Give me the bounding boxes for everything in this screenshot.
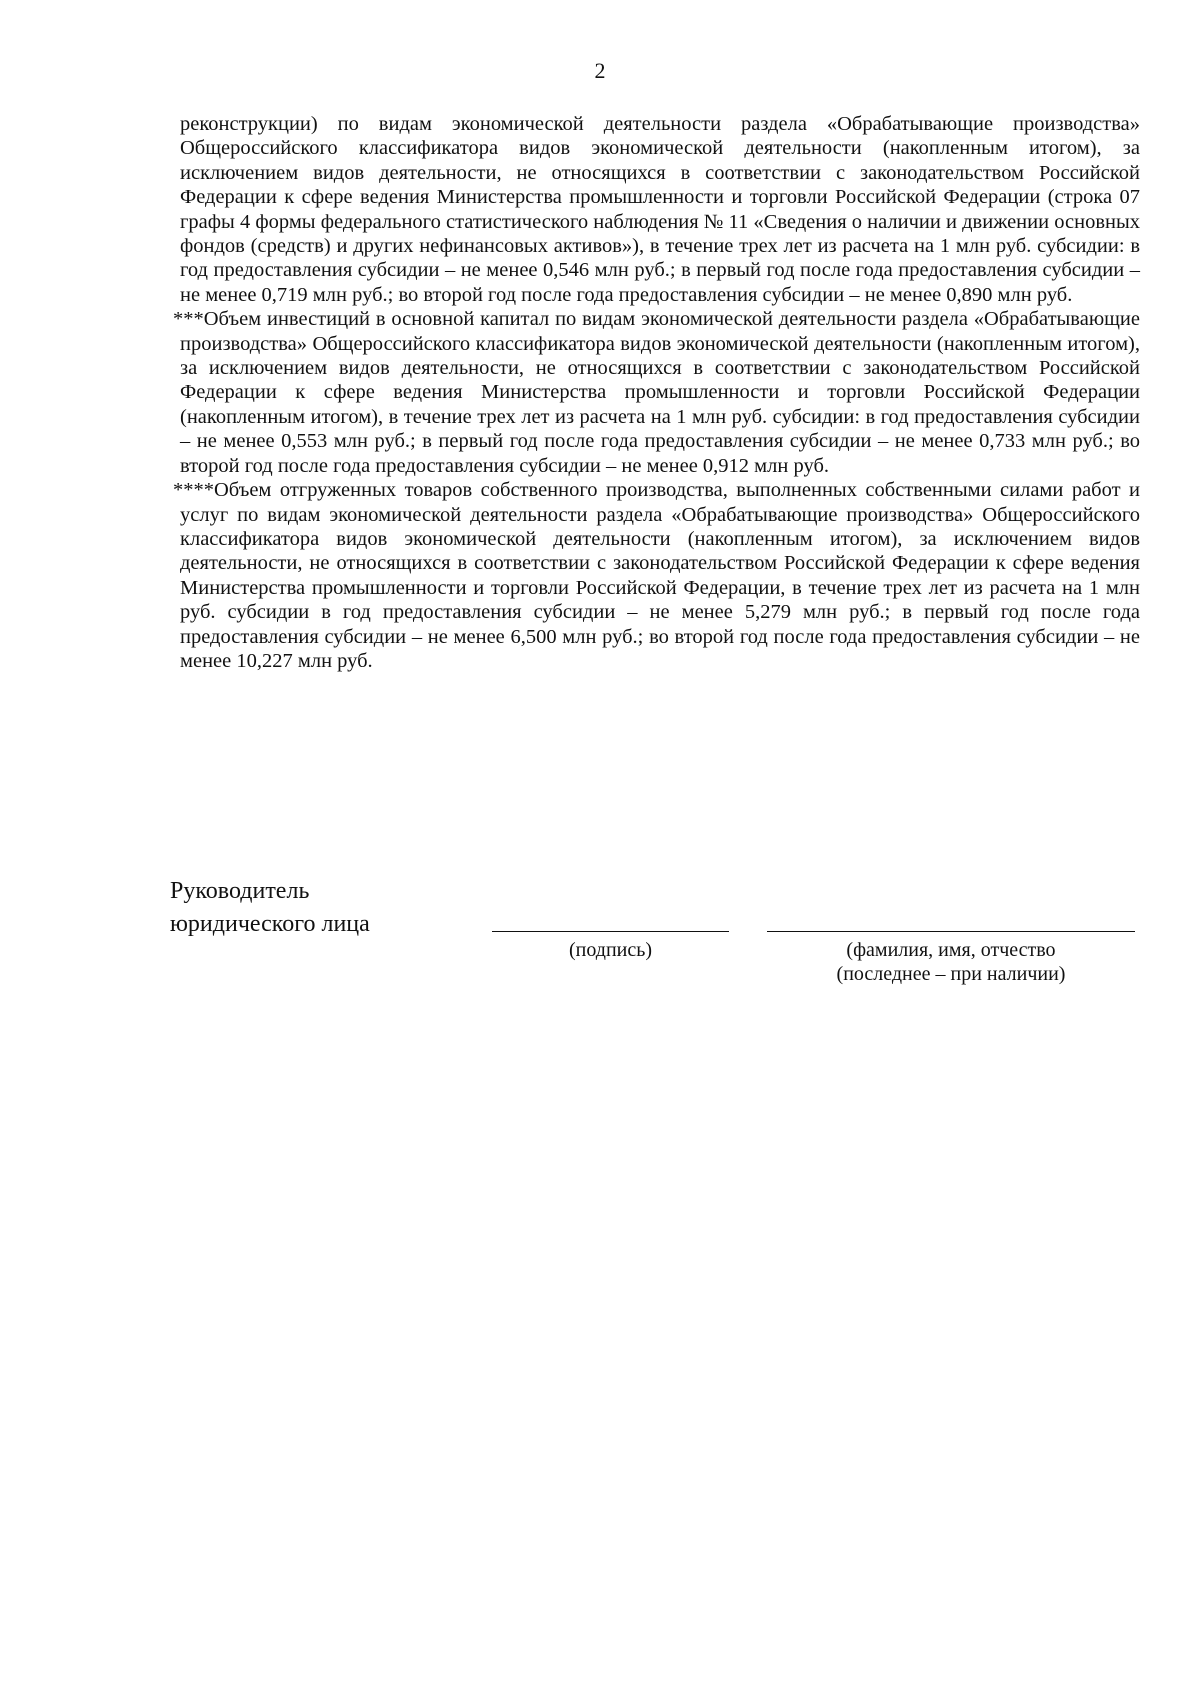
document-body [173,112,1140,673]
name-caption [767,938,1135,986]
signatory-title-line1: Руководитель [170,878,310,904]
name-caption-line1: (фамилия, имя, отчество [846,939,1056,961]
signature-caption: (подпись) [568,939,653,961]
signatory-title [170,875,370,941]
signature-line [492,931,729,932]
footnote-triple-asterisk: ***Объем инвестиций в основной капитал по видам экономической деятельности раздела «Обрабатывающие производства» Общероссийского классификатора видов экономической деятельности (накопленным итогом), за исключением видов деятельности, не относящихся в соответствии с законодательством Российской Федерации к сфере ведения Министерства промышленности и торговли Российской Федерации (накопленным итогом), в течение трех лет из расчета на 1 млн руб. субсидии: в год предоставления субсидии – не менее 0,553 млн руб.; в первый год после года предоставления субсидии – не менее 0,733 млн руб.; во второй год после года предоставления субсидии – не менее 0,912 млн руб. [173,308,1140,477]
paragraph-continuation: реконструкции) по видам экономической деятельности раздела «Обрабатывающие производства» Общероссийского классификатора видов экономической деятельности (накопленным итогом), за исключением видов деятельности, не относящихся в соответствии с законодательством Российской Федерации к сфере ведения Министерства промышленности и торговли Российской Федерации (строка 07 графы 4 формы федерального статистического наблюдения № 11 «Сведения о наличии и движении основных фондов (средств) и других нефинансовых активов»), в течение трех лет из расчета на 1 млн руб. субсидии: в год предоставления субсидии – не менее 0,546 млн руб.; в первый год после года предоставления субсидии – не менее 0,719 млн руб.; во второй год после года предоставления субсидии – не менее 0,890 млн руб. [180,113,1140,306]
signatory-title-line2: юридического лица [170,911,370,937]
name-caption-line2: (последнее – при наличии) [836,963,1066,985]
footnote-quad-asterisk: ****Объем отгруженных товаров собственного производства, выполненных собственными силами работ и услуг по видам экономической деятельности раздела «Обрабатывающие производства» Общероссийского классификатора видов экономической деятельности (накопленным итогом), за исключением видов деятельности, не относящихся в соответствии с законодательством Российской Федерации к сфере ведения Министерства промышленности и торговли Российской Федерации, в течение трех лет из расчета на 1 млн руб. субсидии в год предоставления субсидии – не менее 5,279 млн руб.; в первый год после года предоставления субсидии – не менее 6,500 млн руб.; во второй год после года предоставления субсидии – не менее 10,227 млн руб. [173,479,1140,672]
page-number: 2 [594,58,606,83]
name-line [767,931,1135,932]
signature-block [0,875,1200,1005]
